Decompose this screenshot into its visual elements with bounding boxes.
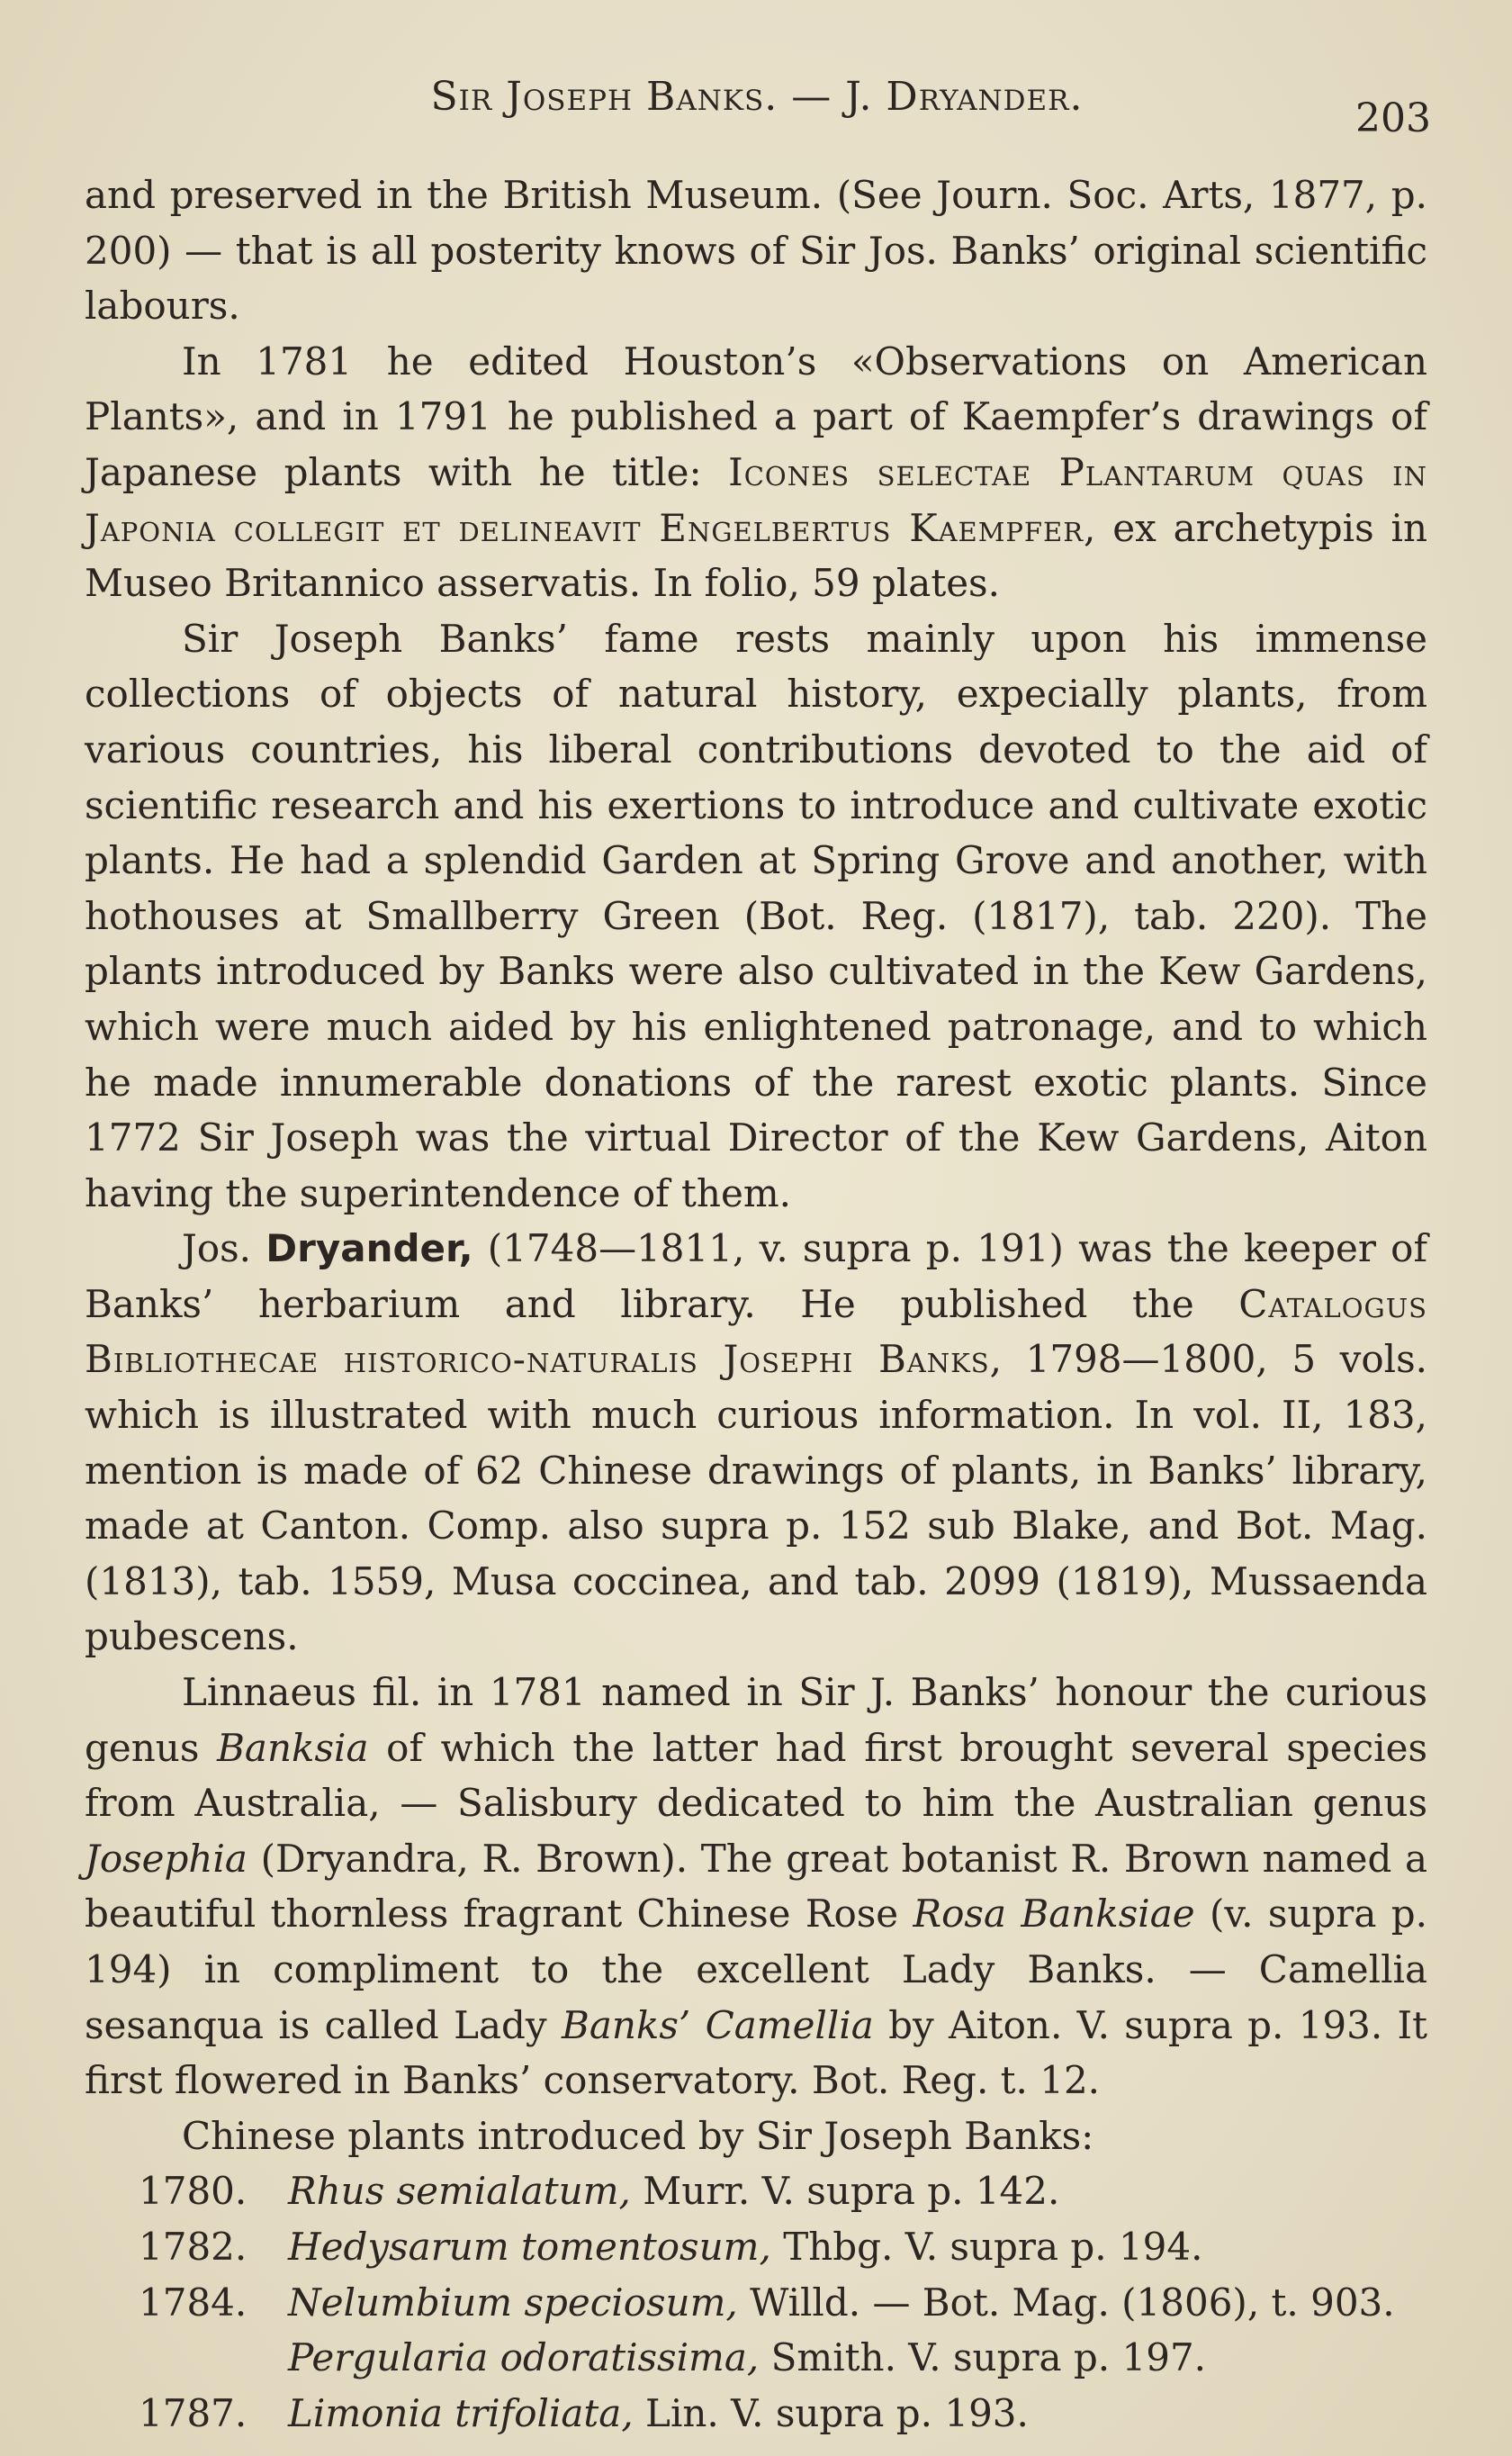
plants-list: [85, 2163, 1427, 2441]
plant-ref: Willd. — Bot. Mag. (1806), t. 903.: [737, 2280, 1395, 2325]
plant-year: 1784.: [139, 2280, 248, 2325]
banks-camellia: Banks’ Camellia: [561, 2002, 874, 2047]
running-title: Sir Joseph Banks. — J. Dryander.: [430, 74, 1084, 120]
plant-year: 1787.: [139, 2390, 248, 2435]
plant-year: [85, 2330, 288, 2386]
plant-ref: Thbg. V. supra p. 194.: [770, 2224, 1203, 2269]
paragraph-5: [85, 1665, 1427, 2108]
paragraph-4-text-a: Jos.: [182, 1226, 266, 1271]
paragraph-5-text-d: (v. supra p. 194) in compliment to the excellent Lady Banks. — Camellia sesanqua is called Lady: [85, 1892, 1428, 2047]
dryander-name: Dryander,: [266, 1226, 473, 1271]
plant-name: Nelumbium speciosum,: [288, 2280, 738, 2325]
paragraph-5-text-e: by Aiton. V. supra p. 193. It first flowered in Banks’ conservatory. Bot. Reg. t. 12.: [85, 2002, 1427, 2103]
paragraph-3-text: Sir Joseph Banks’ fame rests mainly upon his immense collections of objects of natural history, expecially plants, from various countries, his liberal contributions devoted to the aid of scientific research and his exertions to introduce and cultivate exotic plants. He had a splendid Garden at Spring Grove and another, with hothouses at Smallberry Green (Bot. Reg. (1817), tab. 220). The plants introduced by Banks were also cultivated in the Kew Gardens, which were much aided by his enlightened patronage, and to which he made innumerable donations of the rarest exotic plants. Since 1772 Sir Joseph was the virtual Director of the Kew Gardens, Aiton having the superintendence of them.: [85, 616, 1427, 1215]
plant-row: [85, 2163, 1427, 2219]
genus-josephia: Josephia: [85, 1836, 248, 1881]
paragraph-5-text-b: of which the latter had first brought several species from Australia, — Salisbury dedicated to him the Australian genus: [85, 1725, 1428, 1826]
paragraph-4-text-b: (1748—1811, v. supra p. 191) was the keeper of Banks’ herbarium and library. He published the: [85, 1226, 1427, 1326]
plant-entry: [288, 2219, 1427, 2275]
plant-ref: Murr. V. supra p. 142.: [630, 2169, 1060, 2214]
plant-ref: Smith. V. supra p. 197.: [759, 2335, 1207, 2380]
book-title-icones: Icones selectae Plantarum quas in Japonia collegit et delineavit Engelbertus Kaempfer: [85, 449, 1427, 550]
genus-banksia: Banksia: [217, 1725, 369, 1770]
plant-year: 1780.: [139, 2169, 248, 2214]
paragraph-2-text-a: In 1781 he edited Houston’s «Observations on American Plants», and in 1791 he published a part of Kaempfer’s drawings of Japanese plants with he title:: [85, 339, 1427, 494]
plant-name: Hedysarum tomentosum,: [288, 2224, 771, 2269]
body-text: [85, 167, 1427, 2441]
plant-entry: [288, 2330, 1427, 2386]
paragraph-6-text: Chinese plants introduced by Sir Joseph Banks:: [182, 2113, 1094, 2158]
plant-year: 1782.: [139, 2224, 248, 2269]
paragraph-5-text-c: (Dryandra, R. Brown). The great botanist R. Brown named a beautiful thornless fragrant Chinese Rose: [85, 1836, 1427, 1937]
paragraph-5-text-a: Linnaeus fil. in 1781 named in Sir J. Banks’ honour the curious genus: [85, 1670, 1427, 1770]
paragraph-1-text: and preserved in the British Museum. (See Journ. Soc. Arts, 1877, p. 200) — that is all posterity knows of Sir Jos. Banks’ original scientific labours.: [85, 173, 1427, 329]
paragraph-1: [85, 167, 1427, 334]
paragraph-2-text-b: , ex archetypis in Museo Britannico asservatis. In folio, 59 plates.: [85, 505, 1427, 606]
species-rosa-banksiae: Rosa Banksiae: [913, 1892, 1195, 1937]
paragraph-4: [85, 1221, 1427, 1665]
plant-row: [85, 2386, 1427, 2442]
paragraph-3: [85, 611, 1427, 1222]
plant-row: [85, 2330, 1427, 2386]
plant-ref: Lin. V. supra p. 193.: [633, 2390, 1029, 2435]
plant-entry: [288, 2275, 1427, 2331]
plant-entry: [288, 2386, 1427, 2442]
paragraph-6: [85, 2108, 1427, 2164]
running-head: [83, 74, 1431, 141]
paragraph-4-text-c: , 1798—1800, 5 vols. which is illustrated with much curious information. In vol. II, 183, mention is made of 62 Chinese drawings of plants, in Banks’ library, made at Canton. Comp. also supra p. 152 sub Blake, and Bot. Mag. (1813), tab. 1559, Musa coccinea, and tab. 2099 (1819), Mussaenda pubescens.: [85, 1337, 1427, 1659]
plant-name: Limonia trifoliata,: [288, 2390, 634, 2435]
plant-name: Rhus semialatum,: [288, 2169, 631, 2214]
page-number: 203: [1355, 95, 1431, 141]
plant-row: [85, 2275, 1427, 2331]
plant-row: [85, 2219, 1427, 2275]
plant-name: Pergularia odoratissima,: [288, 2335, 760, 2380]
paragraph-2: [85, 334, 1427, 611]
plant-entry: [288, 2163, 1427, 2219]
book-title-catalogus: Catalogus Bibliothecae historico-naturalis Josephi Banks: [85, 1281, 1427, 1382]
